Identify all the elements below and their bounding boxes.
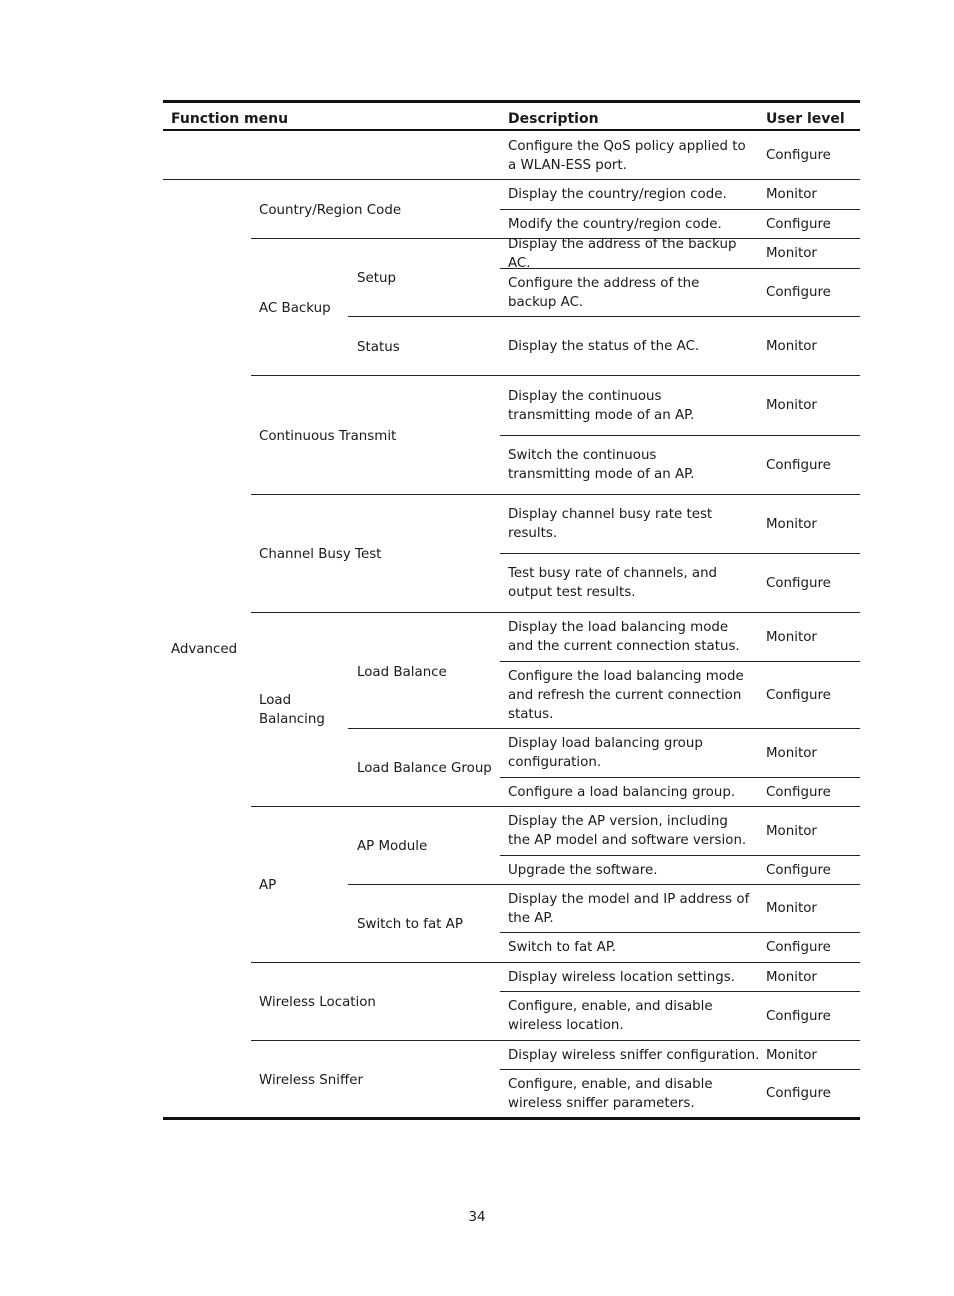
table-row bbox=[508, 856, 758, 884]
row-user-level: Configure bbox=[766, 457, 831, 473]
row-user-level: Monitor bbox=[766, 246, 817, 261]
table-row-level bbox=[766, 992, 856, 1040]
row-user-level: Monitor bbox=[766, 901, 817, 916]
table-row bbox=[508, 376, 738, 435]
menu-load-balancing: Load Balancing bbox=[259, 693, 325, 727]
menu-status: Status bbox=[357, 340, 400, 355]
menu-continuous-transmit: Continuous Transmit bbox=[259, 429, 397, 444]
table-row-level bbox=[766, 317, 856, 375]
table-bottom-rule bbox=[163, 1117, 860, 1120]
table-row-level bbox=[766, 933, 856, 962]
row-description: Modify the country/region code. bbox=[508, 216, 722, 232]
table-row bbox=[508, 317, 758, 375]
table-top-rule bbox=[163, 100, 860, 103]
table-row bbox=[508, 1041, 760, 1069]
row-description: Display load balancing group configuration. bbox=[508, 736, 703, 770]
row-user-level: Monitor bbox=[766, 629, 817, 645]
menu-wireless-location: Wireless Location bbox=[259, 995, 376, 1010]
row-description: Configure, enable, and disable wireless location. bbox=[508, 999, 713, 1033]
row-description: Configure the address of the backup AC. bbox=[508, 275, 700, 310]
menu-channel-busy-test: Channel Busy Test bbox=[259, 547, 382, 562]
row-description: Display the country/region code. bbox=[508, 187, 727, 202]
table-row-level bbox=[766, 807, 856, 855]
table-row bbox=[508, 992, 738, 1040]
table-row bbox=[508, 778, 760, 806]
table-row-level bbox=[766, 180, 856, 209]
table-row bbox=[508, 269, 748, 316]
menu-load-balancing-cell bbox=[259, 690, 339, 730]
menu-ap-module: AP Module bbox=[357, 839, 428, 854]
menu-switch-to-fat-ap: Switch to fat AP bbox=[357, 917, 463, 932]
row-description: Switch the continuous transmitting mode of an AP. bbox=[508, 448, 695, 482]
table-row bbox=[508, 132, 754, 179]
header-user-level: User level bbox=[766, 111, 845, 127]
table-row-level bbox=[766, 436, 856, 494]
table-row-level bbox=[766, 963, 856, 991]
table-row bbox=[508, 436, 738, 494]
row-description: Configure, enable, and disable wireless sniffer parameters. bbox=[508, 1076, 713, 1111]
row-user-level: Configure bbox=[766, 148, 831, 163]
table-row-level bbox=[766, 613, 856, 661]
row-description: Display the status of the AC. bbox=[508, 338, 700, 354]
row-user-level: Configure bbox=[766, 575, 831, 591]
header-function-menu: Function menu bbox=[171, 111, 289, 127]
table-row bbox=[508, 729, 728, 777]
table-row-level bbox=[766, 1070, 856, 1117]
row-user-level: Configure bbox=[766, 1008, 831, 1024]
table-row bbox=[508, 933, 758, 962]
table-row-level bbox=[766, 210, 856, 238]
table-row-level bbox=[766, 239, 856, 268]
row-user-level: Monitor bbox=[766, 338, 817, 354]
row-user-level: Configure bbox=[766, 216, 831, 232]
table-row-level bbox=[766, 376, 856, 435]
row-user-level: Monitor bbox=[766, 745, 817, 761]
row-description: Display the AP version, including the AP model and software version. bbox=[508, 814, 747, 848]
row-description: Display wireless location settings. bbox=[508, 969, 735, 985]
row-description: Switch to fat AP. bbox=[508, 940, 617, 955]
table-row-level bbox=[766, 729, 856, 777]
menu-setup: Setup bbox=[357, 271, 396, 286]
row-user-level: Monitor bbox=[766, 969, 817, 985]
row-user-level: Configure bbox=[766, 940, 831, 955]
table-row-level bbox=[766, 856, 856, 884]
row-user-level: Configure bbox=[766, 687, 831, 703]
menu-advanced: Advanced bbox=[171, 642, 238, 657]
menu-country-region-code: Country/Region Code bbox=[259, 203, 402, 218]
row-user-level: Configure bbox=[766, 784, 831, 800]
table-row bbox=[508, 613, 754, 661]
row-description: Display the address of the backup AC. bbox=[508, 236, 737, 271]
table-row bbox=[508, 963, 760, 991]
row-user-level: Monitor bbox=[766, 187, 817, 202]
table-row bbox=[508, 1070, 738, 1117]
table-row-level bbox=[766, 662, 856, 728]
table-row-level bbox=[766, 132, 856, 179]
table-row-level bbox=[766, 885, 856, 932]
row-user-level: Monitor bbox=[766, 516, 817, 532]
table-row-level bbox=[766, 269, 856, 316]
table-row bbox=[508, 495, 760, 553]
menu-load-balance-group: Load Balance Group bbox=[357, 761, 492, 776]
row-description: Display the model and IP address of the AP. bbox=[508, 891, 750, 926]
table-row bbox=[508, 180, 758, 209]
table-row bbox=[508, 236, 760, 271]
menu-wireless-sniffer: Wireless Sniffer bbox=[259, 1073, 363, 1088]
row-user-level: Monitor bbox=[766, 1047, 817, 1063]
row-user-level: Configure bbox=[766, 285, 831, 300]
menu-ac-backup: AC Backup bbox=[259, 301, 331, 316]
row-user-level: Monitor bbox=[766, 823, 817, 839]
table-row-level bbox=[766, 778, 856, 806]
row-user-level: Configure bbox=[766, 1086, 831, 1101]
row-description: Display the load balancing mode and the current connection status. bbox=[508, 620, 740, 654]
header-description: Description bbox=[508, 111, 599, 127]
row-user-level: Monitor bbox=[766, 398, 817, 413]
page-number: 34 bbox=[468, 1210, 486, 1225]
row-description: Configure the load balancing mode and refresh the current connection status. bbox=[508, 668, 744, 722]
row-user-level: Configure bbox=[766, 862, 831, 878]
row-description: Upgrade the software. bbox=[508, 862, 658, 878]
row-description: Display the continuous transmitting mode of an AP. bbox=[508, 388, 695, 423]
menu-load-balance: Load Balance bbox=[357, 665, 447, 680]
table-row bbox=[508, 662, 748, 728]
table-row-level bbox=[766, 495, 856, 553]
row-description: Display wireless sniffer configuration. bbox=[508, 1047, 760, 1063]
table-row bbox=[508, 807, 754, 855]
header-bottom-rule bbox=[163, 129, 860, 131]
row-description: Display channel busy rate test results. bbox=[508, 507, 713, 541]
table-row bbox=[508, 554, 754, 612]
menu-ap: AP bbox=[259, 878, 277, 893]
table-row bbox=[508, 885, 758, 932]
row-description: Configure the QoS policy applied to a WLAN-ESS port. bbox=[508, 138, 746, 173]
row-description: Configure a load balancing group. bbox=[508, 784, 736, 800]
row-description: Test busy rate of channels, and output test results. bbox=[508, 566, 718, 600]
table-row-level bbox=[766, 554, 856, 612]
table-row-level bbox=[766, 1041, 856, 1069]
